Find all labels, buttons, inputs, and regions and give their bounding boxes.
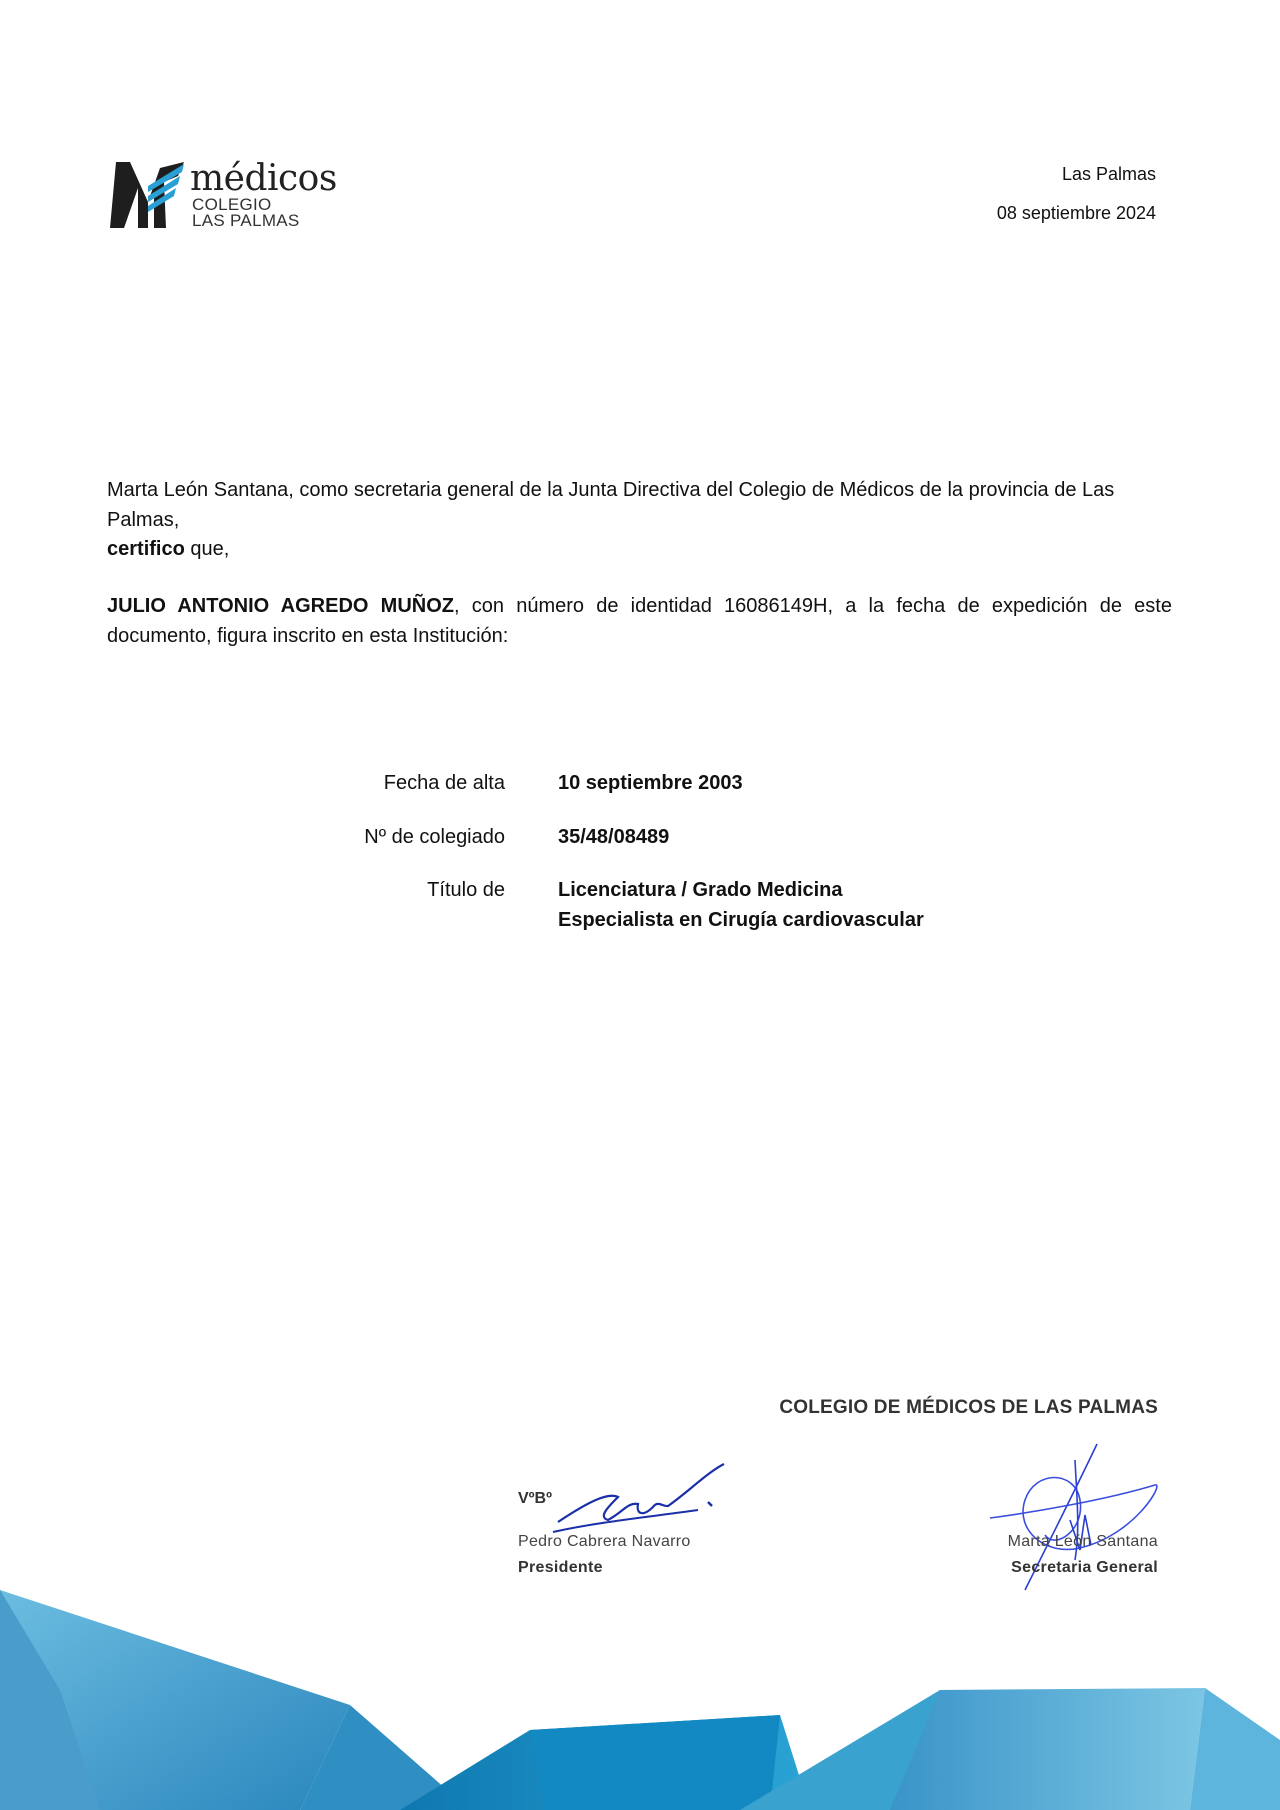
detail-value-titulo-2: Especialista en Cirugía cardiovascular [558,909,924,931]
secretary-role: Secretaria General [1011,1559,1158,1576]
president-role: Presidente [518,1559,603,1576]
detail-label-titulo: Título de [427,879,505,901]
certifico-rest: que, [184,538,230,560]
logo-line-colegio: COLEGIO [192,195,272,214]
secretary-name: Marta León Santana [1007,1533,1158,1550]
detail-value-colegiado: 35/48/08489 [558,826,670,848]
logo-line-las-palmas: LAS PALMAS [192,211,300,230]
logo-wordmark: médicos [190,158,337,199]
certifico-word: certifico [107,538,185,560]
issue-place: Las Palmas [1061,164,1156,184]
person-name: JULIO ANTONIO AGREDO MUÑOZ [107,595,454,617]
colegio-medicos-logo [108,158,337,230]
detail-value-fecha-alta: 10 septiembre 2003 [558,772,743,794]
president-name: Pedro Cabrera Navarro [518,1533,691,1550]
person-details: , con número de identidad 16086149H, a la fecha de expedición de este documento, figura inscrito en esta Institución: [107,595,1172,647]
handwritten-signature-icon [548,1462,728,1542]
detail-value-titulo-1: Licenciatura / Grado Medicina [558,879,843,901]
intro-paragraph: Marta León Santana, como secretaria general de la Junta Directiva del Colegio de Médicos de la provincia de Las Palmas, [107,479,1115,531]
detail-label-colegiado: Nº de colegiado [364,826,505,848]
medicos-logo-icon [108,158,188,230]
certifico-line [107,534,229,564]
footer-decoration [0,1540,1280,1810]
person-paragraph [107,591,1172,651]
issue-date: 08 septiembre 2024 [996,203,1156,223]
vobo-label: VºBº [518,1490,552,1507]
organization-name: COLEGIO DE MÉDICOS DE LAS PALMAS [779,1397,1158,1418]
detail-label-fecha-alta: Fecha de alta [383,772,505,794]
